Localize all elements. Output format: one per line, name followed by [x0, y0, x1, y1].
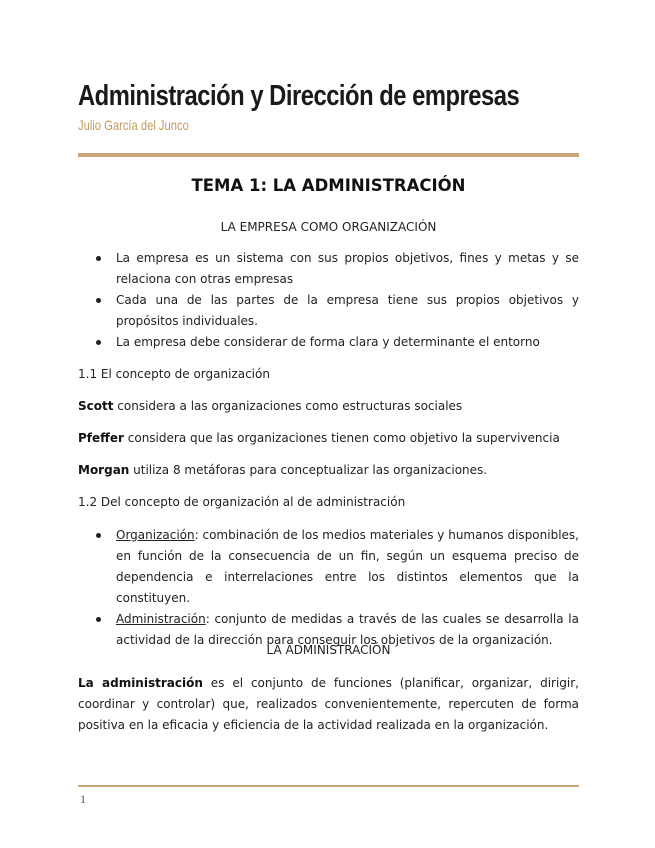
document-author: Julio García del Junco: [78, 117, 189, 133]
bullet-icon: [96, 617, 101, 622]
administracion-paragraph: [78, 673, 579, 736]
footer-divider: [78, 785, 579, 787]
list-item-text: Cada una de las partes de la empresa tiene sus propios objetivos y propósitos individuales.: [116, 293, 579, 328]
list-item: [78, 248, 579, 290]
pfeffer-name: Pfeffer: [78, 431, 124, 445]
administracion-lead: La administración: [78, 676, 203, 690]
bullet-icon: [96, 298, 101, 303]
bullet-icon: [96, 533, 101, 538]
subsection-heading-1-1: 1.1 El concepto de organización: [78, 367, 270, 381]
section-heading-administracion: LA ADMINISTRACIÓN: [266, 643, 391, 657]
subsection-heading-1-2: 1.2 Del concepto de organización al de administración: [78, 495, 406, 509]
scott-name: Scott: [78, 399, 114, 413]
morgan-text: utiliza 8 metáforas para conceptualizar las organizaciones.: [129, 463, 488, 477]
empresa-bullet-list: [78, 248, 579, 353]
header-divider: [78, 153, 579, 157]
definition-term: Administración: [116, 612, 206, 626]
document-title: Administración y Dirección de empresas: [78, 80, 520, 112]
scott-paragraph: [78, 396, 579, 417]
section-heading-empresa: LA EMPRESA COMO ORGANIZACIÓN: [220, 220, 437, 234]
morgan-name: Morgan: [78, 463, 130, 477]
page-number: 1: [80, 792, 86, 806]
scott-text: considera a las organizaciones como estructuras sociales: [113, 399, 463, 413]
administracion-text: es el conjunto de funciones (planificar, organizar, dirigir, coordinar y controlar) que, realizados convenientemente, repercuten de forma positiva en la eficacia y eficiencia de la actividad realizada en la organización.: [78, 676, 580, 732]
list-item: [78, 290, 579, 332]
definitions-bullet-list: [78, 525, 579, 651]
definition-text: : conjunto de medidas a través de las cuales se desarrolla la actividad de la dirección para conseguir los objetivos de la organización.: [116, 612, 579, 647]
list-item-text: La empresa es un sistema con sus propios objetivos, fines y metas y se relaciona con otras empresas: [116, 251, 579, 286]
pfeffer-paragraph: [78, 428, 579, 449]
bullet-icon: [96, 256, 101, 261]
definition-term: Organización: [116, 528, 195, 542]
list-item: [78, 525, 579, 609]
topic-title: TEMA 1: LA ADMINISTRACIÓN: [191, 176, 466, 195]
pfeffer-text: considera que las organizaciones tienen como objetivo la supervivencia: [123, 431, 560, 445]
list-item: [78, 332, 579, 353]
list-item-text: La empresa debe considerar de forma clara y determinante el entorno: [116, 335, 540, 349]
definition-text: : combinación de los medios materiales y humanos disponibles, en función de la consecuencia de un fin, según un esquema preciso de dependencia e interrelaciones entre los distintos elementos que la constituyen.: [116, 528, 579, 605]
bullet-icon: [96, 340, 101, 345]
morgan-paragraph: [78, 460, 579, 481]
